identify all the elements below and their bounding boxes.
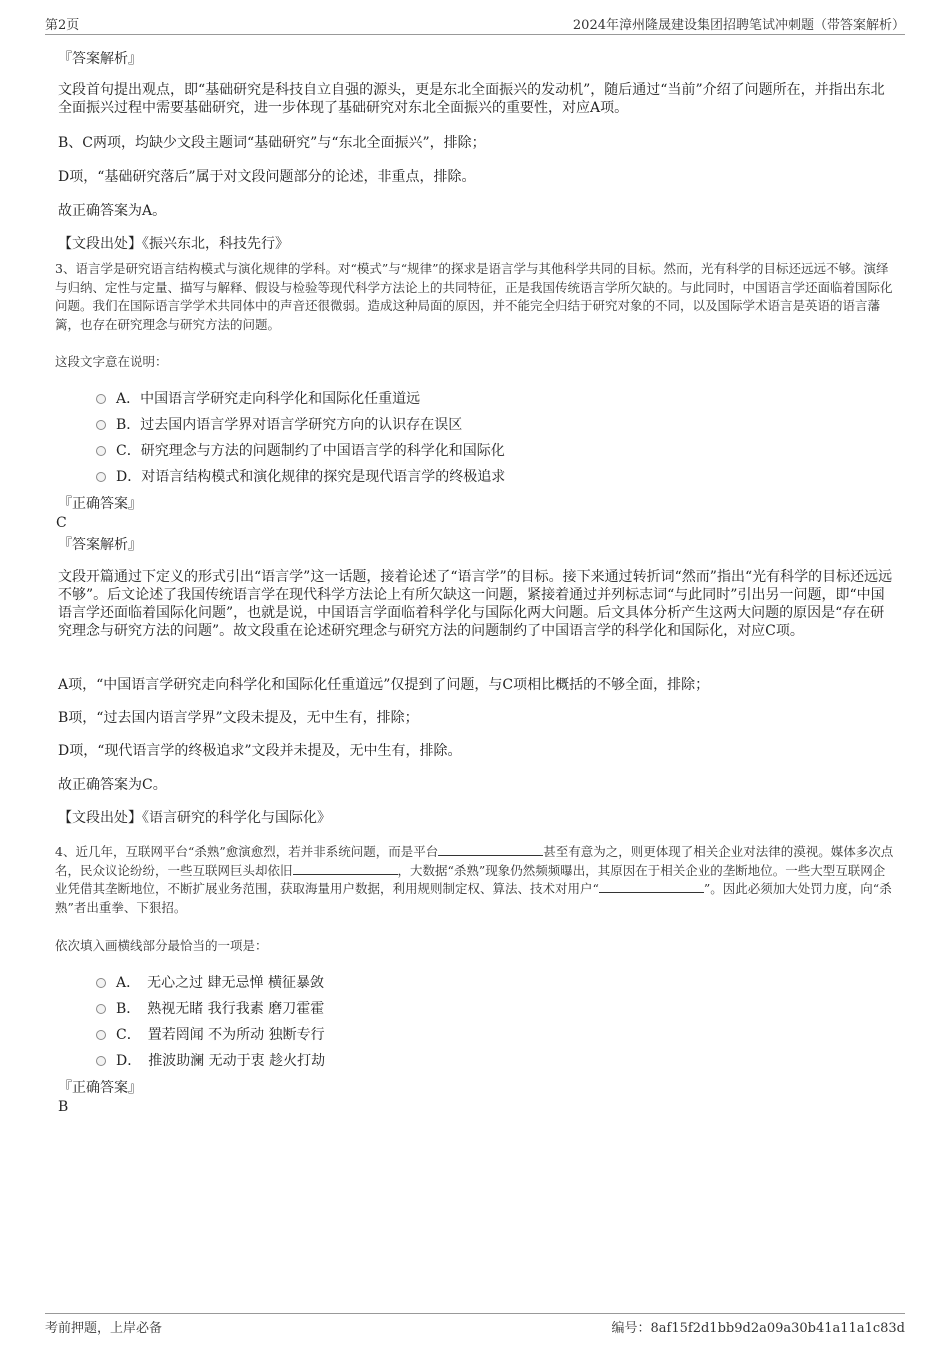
q3-analysis-p4: D项，“现代语言学的终极追求”文段并未提及，无中生有，排除。 [58,743,462,759]
q4-option-a[interactable]: A． 无心之过 肆无忌惮 横征暴敛 [96,974,324,992]
q4-stem: 4、近几年，互联网平台“杀熟”愈演愈烈，若并非系统问题，而是平台 甚至有意为之，则更体现了相关企业对法律的漠视。媒体多次点名，民众议论纷纷，一些互联网巨头却依旧 ，大数据“杀熟”现象仍然频频曝出，其原因在于相关企业的垄断地位。一些大型互联网企业凭借其垄断地位，不断扩展业务范围，获取海量用户数据，利用规则制定权、算法、技术对用户“ ”。因此必须加大处罚力度，向“杀熟”者出重拳、下狠招。 [55,844,894,915]
page-header [45,14,905,35]
q3-analysis-p2: A项，“中国语言学研究走向科学化和国际化任重道远”仅提到了问题，与C项相比概括的不够全面，排除； [58,677,710,693]
q2-analysis-p2: B、C两项，均缺少文段主题词“基础研究”与“东北全面振兴”，排除； [58,135,486,151]
q3-analysis-label: 『答案解析』 [58,537,142,553]
radio-icon[interactable] [96,1030,106,1040]
q3-option-c[interactable]: C．研究理念与方法的问题制约了中国语言学的科学化和国际化 [96,442,505,460]
radio-icon[interactable] [96,394,106,404]
document-id: 编号：8af15f2d1bb9d2a09a30b41a11a1c83d [611,1321,905,1336]
radio-icon[interactable] [96,472,106,482]
document-title: 2024年漳州隆晟建设集团招聘笔试冲刺题（带答案解析） [572,18,905,33]
q3-answer: C [56,515,67,531]
q4-option-c[interactable]: C． 置若罔闻 不为所动 独断专行 [96,1026,325,1044]
radio-icon[interactable] [96,420,106,430]
q3-answer-label: 『正确答案』 [58,496,142,512]
q2-analysis-p1: 文段首句提出观点，即“基础研究是科技自立自强的源头，更是东北全面振兴的发动机”，随后通过“当前”介绍了问题所在，并指出东北全面振兴过程中需要基础研究，进一步体现了基础研究对东北全面振兴的重要性，对应A项。 [58,82,885,116]
radio-icon[interactable] [96,1004,106,1014]
q2-analysis-p4: 故正确答案为A。 [58,203,167,219]
fill-blank[interactable] [599,880,704,893]
q4-answer-label: 『正确答案』 [58,1080,142,1096]
q3-option-a[interactable]: A．中国语言学研究走向科学化和国际化任重道远 [96,390,420,408]
q3-prompt: 这段文字意在说明： [55,354,168,369]
q4-prompt: 依次填入画横线部分最恰当的一项是： [55,938,268,953]
page-number: 第2页 [45,18,80,33]
page-footer [45,1313,905,1336]
q4-option-b[interactable]: B． 熟视无睹 我行我素 磨刀霍霍 [96,1000,324,1018]
q3-analysis-p1: 文段开篇通过下定义的形式引出“语言学”这一话题，接着论述了“语言学”的目标。接下来通过转折词“然而”指出“光有科学的目标还远远不够”。后文论述了我国传统语言学在现代科学方法论上有所欠缺这一问题，紧接着通过并列标志词“与此同时”引出另一问题，即“中国语言学还面临着国际化问题”，也就是说，中国语言学面临着科学化与国际化两大问题。后文具体分析产生这两大问题的原因是“存在研究理念与研究方法的问题”。故文段重在论述研究理念与研究方法的问题制约了中国语言学的科学化和国际化，对应C项。 [58,569,893,639]
q2-source: 【文段出处】《振兴东北，科技先行》 [58,236,289,252]
radio-icon[interactable] [96,446,106,456]
footer-slogan: 考前押题，上岸必备 [45,1321,163,1336]
q3-option-d[interactable]: D．对语言结构模式和演化规律的探究是现代语言学的终极追求 [96,468,505,486]
q4-answer: B [58,1099,69,1115]
q2-analysis-label: 『答案解析』 [58,51,142,67]
q3-analysis-p3: B项，“过去国内语言学界”文段未提及，无中生有，排除； [58,710,419,726]
q3-stem: 3、语言学是研究语言结构模式与演化规律的学科。对“模式”与“规律”的探求是语言学与其他科学共同的目标。然而，光有科学的目标还远远不够。演绎与归纳、定性与定量、描写与解释、假设与检验等现代科学方法论上的共同特征，正是我国传统语言学所欠缺的。与此同时，中国语言学还面临着国际化问题。我们在国际语言学学术共同体中的声音还很微弱。造成这种局面的原因，并不能完全归结于研究对象的不同，以及国际学术语言是英语的语言藩篱，也存在研究理念与研究方法的问题。 [55,261,893,332]
q4-option-d[interactable]: D． 推波助澜 无动于衷 趁火打劫 [96,1052,325,1070]
q2-analysis-p3: D项，“基础研究落后”属于对文段问题部分的论述，非重点，排除。 [58,169,476,185]
q3-option-b[interactable]: B．过去国内语言学界对语言学研究方向的认识存在误区 [96,416,462,434]
fill-blank[interactable] [438,843,543,856]
radio-icon[interactable] [96,1056,106,1066]
fill-blank[interactable] [293,862,398,875]
q3-analysis-p5: 故正确答案为C。 [58,777,167,793]
radio-icon[interactable] [96,978,106,988]
q3-source: 【文段出处】《语言研究的科学化与国际化》 [58,810,331,826]
